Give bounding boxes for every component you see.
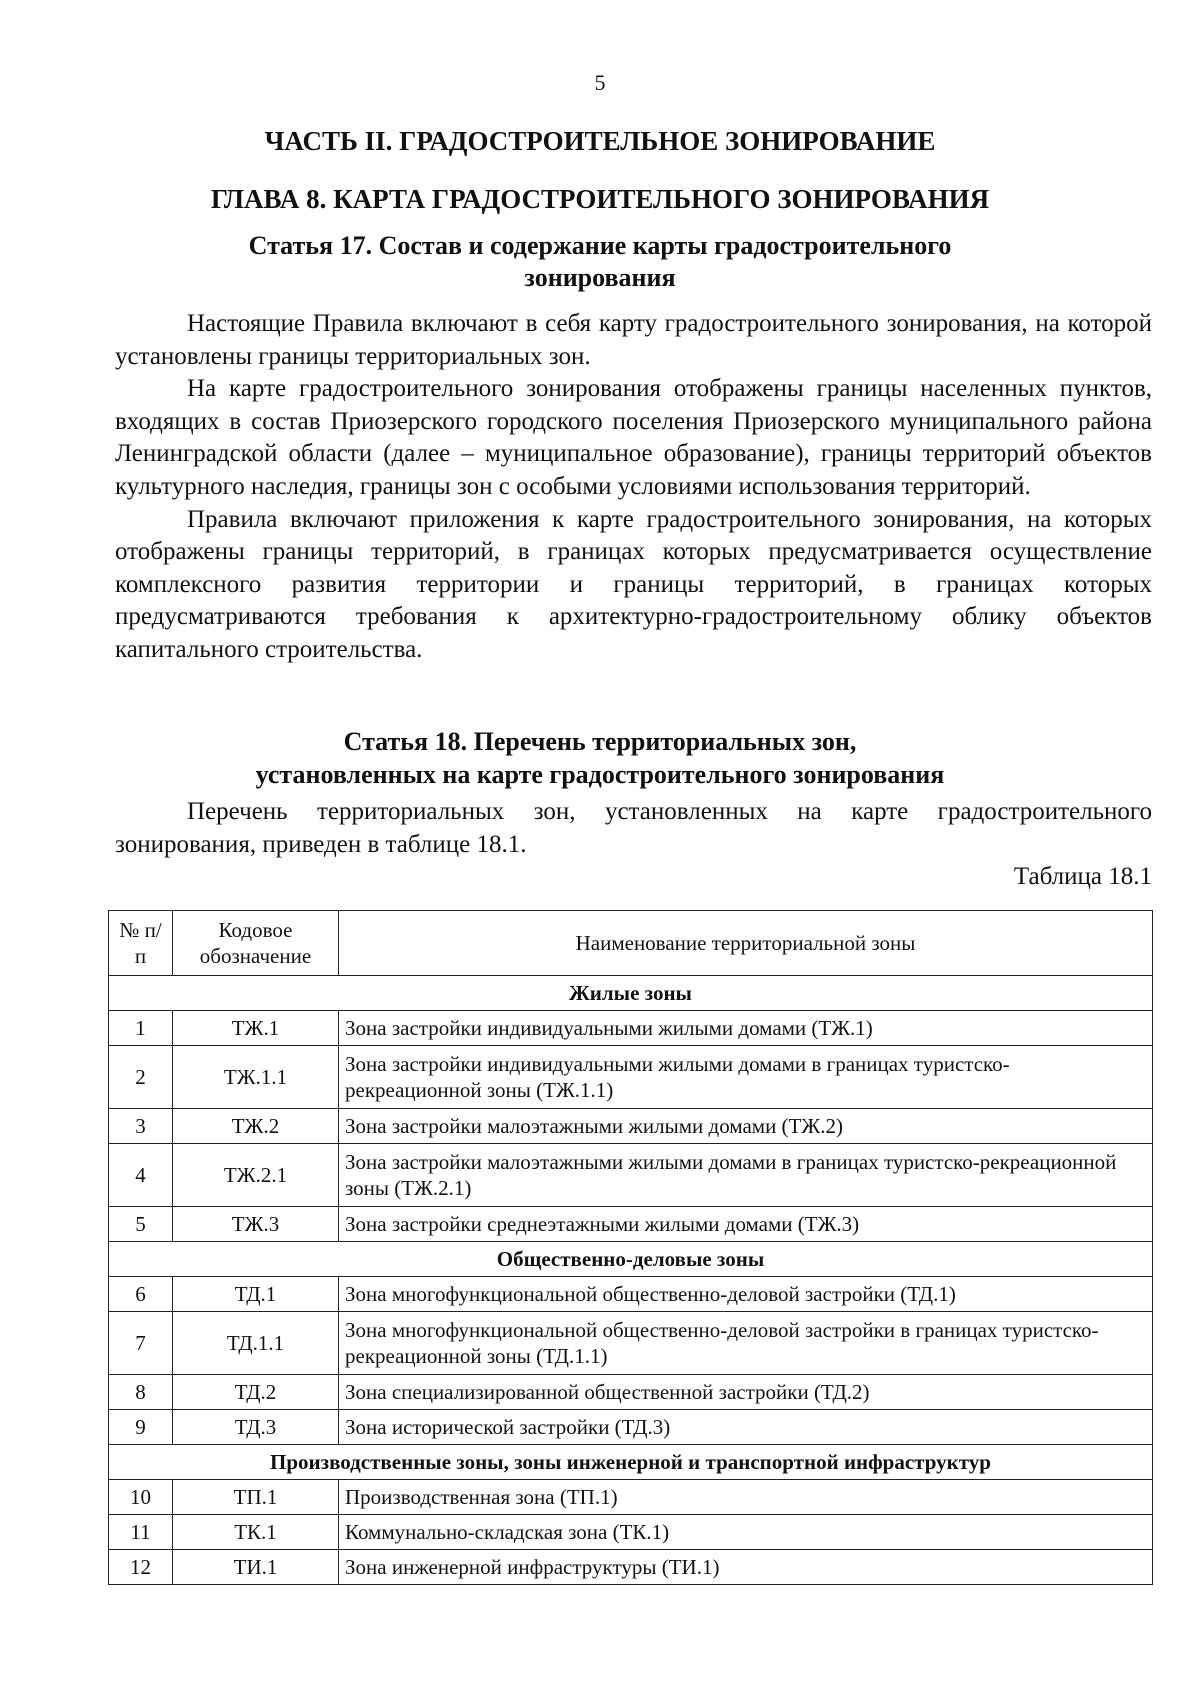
part-title: ЧАСТЬ II. ГРАДОСТРОИТЕЛЬНОЕ ЗОНИРОВАНИЕ xyxy=(264,126,936,156)
row-num: 9 xyxy=(109,1410,173,1445)
row-code: ТД.1.1 xyxy=(173,1312,339,1375)
row-name: Зона многофункциональной общественно-деловой застройки (ТД.1) xyxy=(339,1277,1153,1312)
article-17-title-line-2: зонирования xyxy=(524,263,676,292)
table-header-row xyxy=(109,911,1153,976)
page-number: 5 xyxy=(594,70,606,95)
row-num: 10 xyxy=(109,1480,173,1515)
article-18-title xyxy=(150,725,1050,791)
row-name: Зона инженерной инфраструктуры (ТИ.1) xyxy=(339,1550,1153,1585)
row-num: 1 xyxy=(109,1011,173,1046)
row-num: 3 xyxy=(109,1109,173,1144)
paragraph: Правила включают приложения к карте градостроительного зонирования, на которых отображены границы территорий, в границах которых предусматривается осуществление комплексного развития территории и границы территорий, в границах которых предусматриваются требования к архитектурно-градостроительному облику объектов капитального строительства. xyxy=(115,505,1152,663)
paragraph: Настоящие Правила включают в себя карту градостроительного зонирования, на которой установлены границы территориальных зон. xyxy=(115,310,1152,370)
row-name: Зона застройки малоэтажными жилыми домами в границах туристско-рекреационной зоны (ТЖ.2.1) xyxy=(339,1144,1153,1207)
row-name: Зона застройки малоэтажными жилыми домами (ТЖ.2) xyxy=(339,1109,1153,1144)
row-name: Производственная зона (ТП.1) xyxy=(339,1480,1153,1515)
row-num: 5 xyxy=(109,1207,173,1242)
table-caption: Таблица 18.1 xyxy=(1013,863,1152,890)
row-code: ТД.3 xyxy=(173,1410,339,1445)
row-code: ТП.1 xyxy=(173,1480,339,1515)
row-code: ТЖ.3 xyxy=(173,1207,339,1242)
row-code: ТД.2 xyxy=(173,1375,339,1410)
row-name: Зона многофункциональной общественно-деловой застройки в границах туристско-рекреационной зоны (ТД.1.1) xyxy=(339,1312,1153,1375)
table-row xyxy=(109,1011,1153,1046)
table-row xyxy=(109,1046,1153,1109)
chapter-title: ГЛАВА 8. КАРТА ГРАДОСТРОИТЕЛЬНОГО ЗОНИРОВАНИЯ xyxy=(210,184,990,214)
row-num: 7 xyxy=(109,1312,173,1375)
group-title: Жилые зоны xyxy=(109,976,1153,1011)
row-code: ТИ.1 xyxy=(173,1550,339,1585)
header-name: Наименование территориальной зоны xyxy=(339,911,1153,976)
table-row xyxy=(109,1207,1153,1242)
table-group-row xyxy=(109,1445,1153,1480)
row-code: ТЖ.1 xyxy=(173,1011,339,1046)
row-name: Зона застройки индивидуальными жилыми домами в границах туристско-рекреационной зоны (ТЖ.1.1) xyxy=(339,1046,1153,1109)
table-row xyxy=(109,1515,1153,1550)
article-17-body xyxy=(115,308,1152,667)
row-code: ТЖ.2.1 xyxy=(173,1144,339,1207)
row-code: ТК.1 xyxy=(173,1515,339,1550)
row-name: Зона застройки индивидуальными жилыми домами (ТЖ.1) xyxy=(339,1011,1153,1046)
table-row xyxy=(109,1480,1153,1515)
group-title: Производственные зоны, зоны инженерной и транспортной инфраструктур xyxy=(109,1445,1153,1480)
row-num: 4 xyxy=(109,1144,173,1207)
paragraph: На карте градостроительного зонирования отображены границы населенных пунктов, входящих в состав Приозерского городского поселения Приозерского муниципального района Ленинградской области (далее – муниципальное образование), границы территорий объектов культурного наследия, границы зон с особыми условиями использования территорий. xyxy=(115,375,1152,500)
table-row xyxy=(109,1109,1153,1144)
row-code: ТД.1 xyxy=(173,1277,339,1312)
header-code: Кодовое обозначение xyxy=(173,911,339,976)
table-row xyxy=(109,1375,1153,1410)
table-row xyxy=(109,1312,1153,1375)
table-row xyxy=(109,1277,1153,1312)
article-18-title-line-2: установленных на карте градостроительного зонирования xyxy=(255,760,945,789)
table-group-row xyxy=(109,1242,1153,1277)
group-title: Общественно-деловые зоны xyxy=(109,1242,1153,1277)
article-18-body xyxy=(115,796,1152,861)
row-code: ТЖ.1.1 xyxy=(173,1046,339,1109)
row-num: 6 xyxy=(109,1277,173,1312)
table-row xyxy=(109,1550,1153,1585)
paragraph: Перечень территориальных зон, установленных на карте градостроительного зонирования, приведен в таблице 18.1. xyxy=(115,798,1152,858)
row-num: 8 xyxy=(109,1375,173,1410)
row-name: Зона исторической застройки (ТД.3) xyxy=(339,1410,1153,1445)
zones-table xyxy=(108,910,1153,1585)
row-num: 2 xyxy=(109,1046,173,1109)
header-num: № п/п xyxy=(109,911,173,976)
table-group-row xyxy=(109,976,1153,1011)
row-code: ТЖ.2 xyxy=(173,1109,339,1144)
table-row xyxy=(109,1144,1153,1207)
row-name: Зона застройки среднеэтажными жилыми домами (ТЖ.3) xyxy=(339,1207,1153,1242)
row-name: Зона специализированной общественной застройки (ТД.2) xyxy=(339,1375,1153,1410)
article-18-title-line-1: Статья 18. Перечень территориальных зон, xyxy=(343,727,857,756)
row-num: 11 xyxy=(109,1515,173,1550)
row-num: 12 xyxy=(109,1550,173,1585)
article-17-title xyxy=(200,230,1000,294)
row-name: Коммунально-складская зона (ТК.1) xyxy=(339,1515,1153,1550)
table-row xyxy=(109,1410,1153,1445)
article-17-title-line-1: Статья 17. Состав и содержание карты градостроительного xyxy=(248,231,952,260)
